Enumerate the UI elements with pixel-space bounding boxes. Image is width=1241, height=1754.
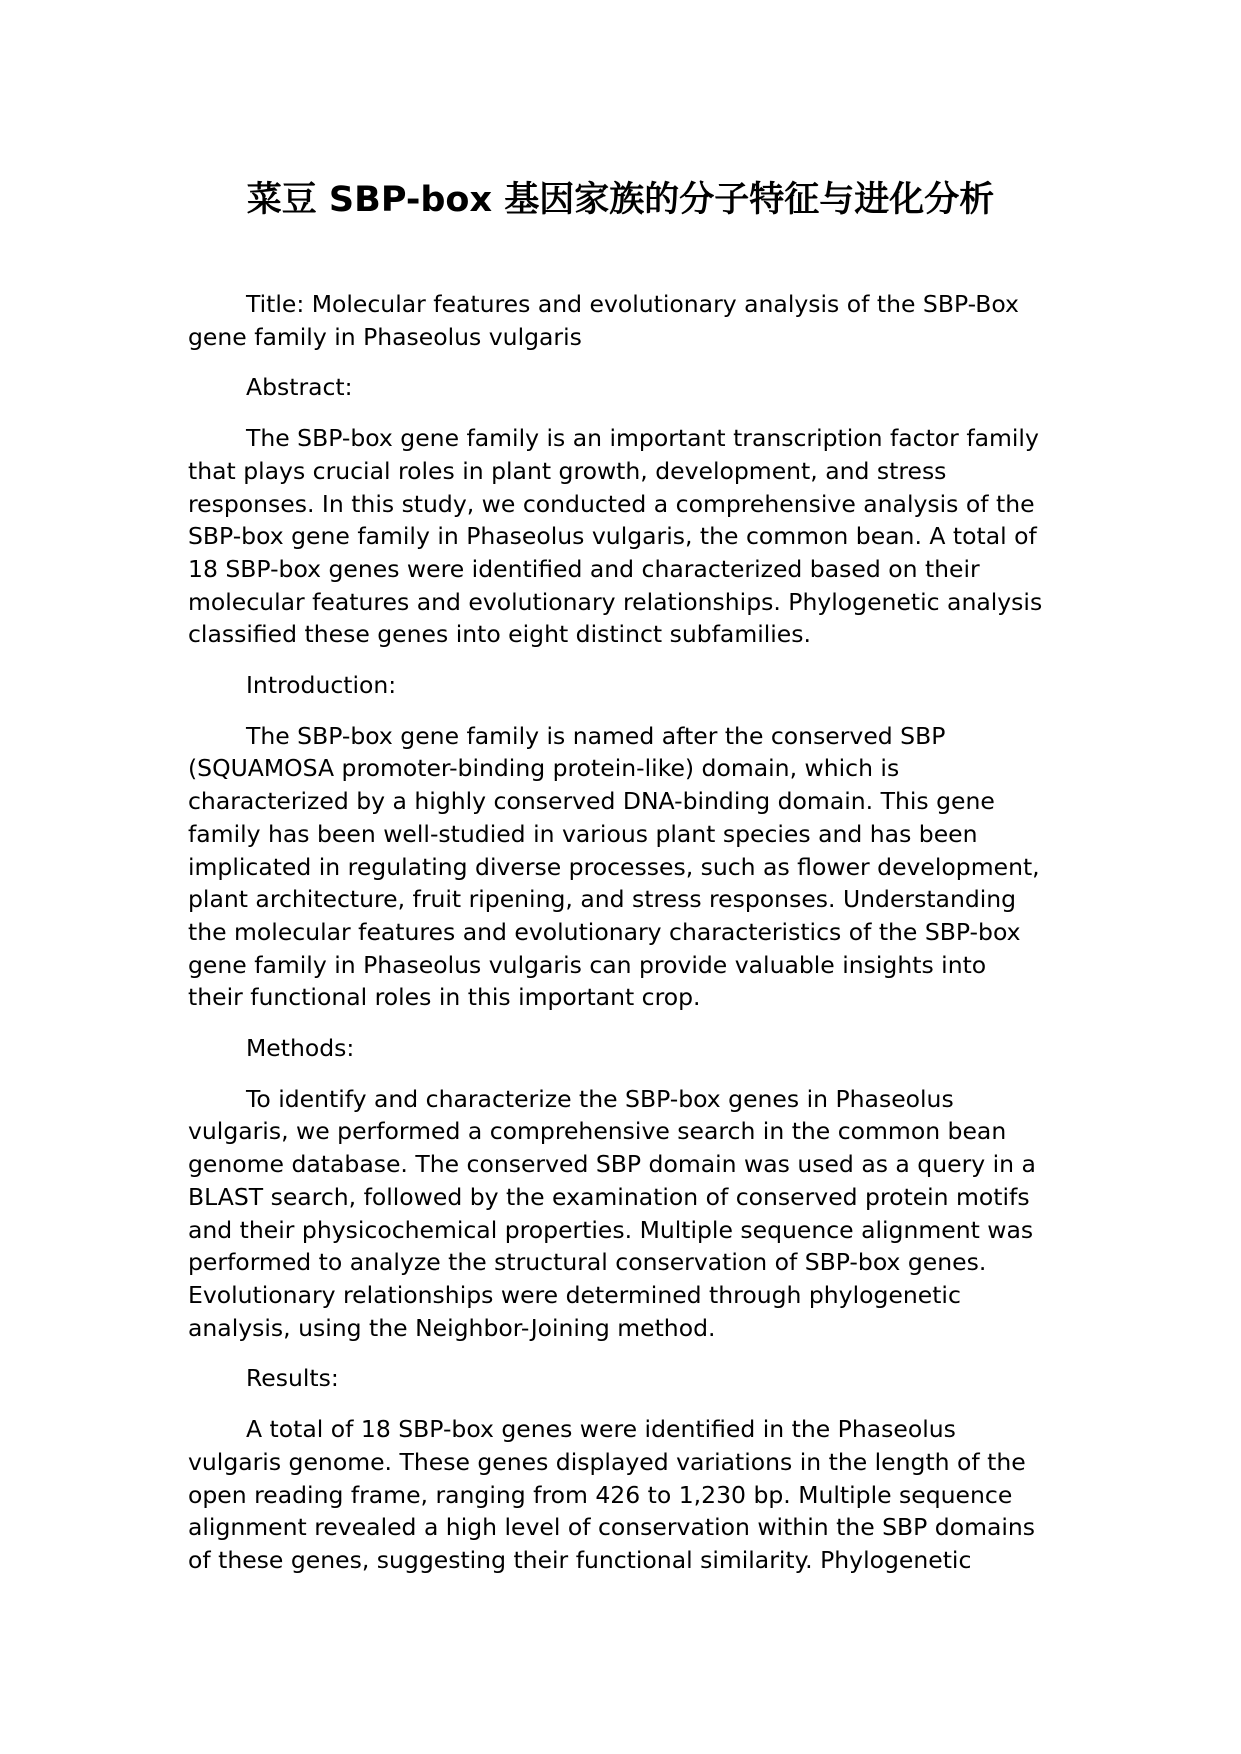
results-heading: Results: (246, 1364, 339, 1393)
document-title: 菜豆 SBP-box 基因家族的分子特征与进化分析 (246, 180, 995, 220)
abstract-paragraph: The SBP-box gene family is an important transcription factor family that plays crucial roles in plant growth, development, and stress responses. In this study, we conducted a comprehensive analysis of the SBP-box gene family in Phaseolus vulgaris, the common bean. A total of 18 SBP-box genes were identified and characterized based on their molecular features and evolutionary relationships. Phylogenetic analysis classified these genes into eight distinct subfamilies. (188, 424, 1043, 649)
introduction-paragraph: The SBP-box gene family is named after the conserved SBP (SQUAMOSA promoter-binding protein-like) domain, which is characterized by a highly conserved DNA-binding domain. This gene family has been well-studied in various plant species and has been implicated in regulating diverse processes, such as flower development, plant architecture, fruit ripening, and stress responses. Understanding the molecular features and evolutionary characteristics of the SBP-box gene family in Phaseolus vulgaris can provide valuable insights into their functional roles in this important crop. (188, 721, 1040, 1012)
document-body (188, 288, 1058, 1595)
methods-heading: Methods: (246, 1034, 355, 1063)
title-line-paragraph: Title: Molecular features and evolutionary analysis of the SBP-Box gene family in Phaseolus vulgaris (188, 290, 1019, 351)
results-paragraph: A total of 18 SBP-box genes were identified in the Phaseolus vulgaris genome. These genes displayed variations in the length of the open reading frame, ranging from 426 to 1,230 bp. Multiple sequence alignment revealed a high level of conservation within the SBP domains of these genes, suggesting their functional similarity. Phylogenetic (188, 1415, 1036, 1574)
abstract-heading: Abstract: (246, 373, 353, 402)
methods-paragraph: To identify and characterize the SBP-box genes in Phaseolus vulgaris, we performed a comprehensive search in the common bean genome database. The conserved SBP domain was used as a query in a BLAST search, followed by the examination of conserved protein motifs and their physicochemical properties. Multiple sequence alignment was performed to analyze the structural conservation of SBP-box genes. Evolutionary relationships were determined through phylogenetic analysis, using the Neighbor-Joining method. (188, 1084, 1036, 1342)
introduction-heading: Introduction: (246, 671, 397, 700)
